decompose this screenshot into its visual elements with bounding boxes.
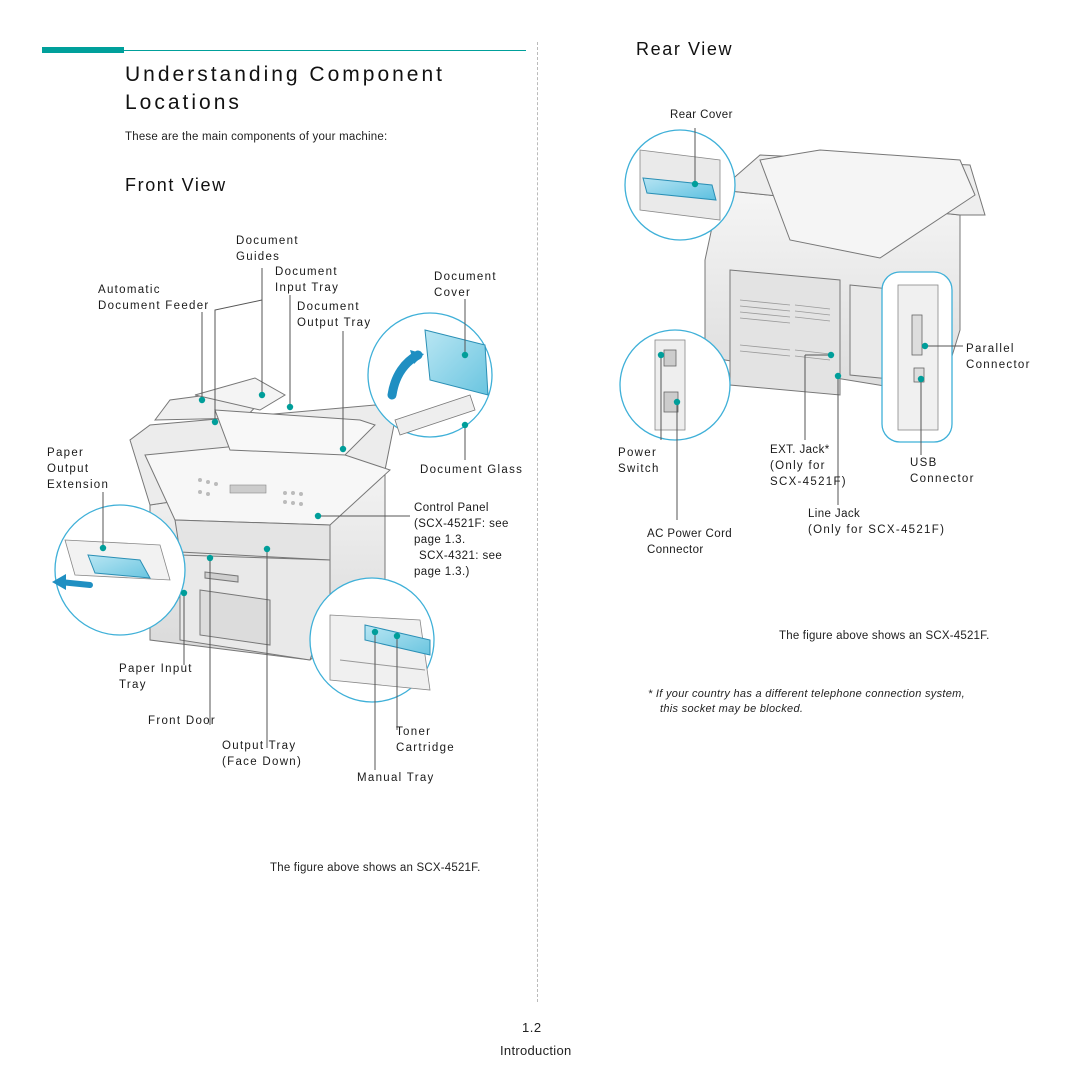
label-paper-ext-2: Output [47, 463, 90, 475]
label-document-guides-2: Guides [236, 251, 281, 263]
label-ext-jack-3: SCX-4521F) [770, 476, 847, 488]
front-view-caption: The figure above shows an SCX-4521F. [270, 862, 481, 874]
footer-section: Introduction [500, 1043, 572, 1058]
label-control-panel-3: page 1.3. [414, 534, 466, 546]
label-paper-input-1: Paper Input [119, 663, 193, 675]
footnote-line1: * If your country has a different telephone connection system, [648, 688, 965, 700]
label-control-panel-4: SCX-4321: see [419, 550, 503, 562]
label-paper-ext-3: Extension [47, 479, 110, 491]
label-input-tray-2: Input Tray [275, 282, 340, 294]
connector-detail [898, 285, 938, 430]
label-ext-jack-2: (Only for [770, 460, 826, 472]
label-control-panel-1: Control Panel [414, 502, 489, 514]
label-doc-output-tray-1: Document [297, 301, 360, 313]
label-automatic-feeder-2: Document Feeder [98, 300, 210, 312]
rear-cover-detail [640, 150, 720, 220]
label-control-panel-5: page 1.3.) [414, 566, 470, 578]
label-doc-cover-2: Cover [434, 287, 472, 299]
label-doc-glass: Document Glass [420, 464, 524, 476]
intro-text: These are the main components of your machine: [125, 131, 388, 143]
label-ac-power-1: AC Power Cord [647, 528, 733, 540]
label-control-panel-2: (SCX-4521F: see [414, 518, 509, 530]
front-view-heading: Front View [125, 175, 227, 195]
label-front-door: Front Door [148, 715, 216, 727]
label-line-jack-2: (Only for SCX-4521F) [808, 524, 946, 536]
label-doc-cover-1: Document [434, 271, 497, 283]
label-output-tray-2: (Face Down) [222, 756, 303, 768]
label-toner-1: Toner [396, 726, 432, 738]
label-ac-power-2: Connector [647, 544, 704, 556]
label-usb-2: Connector [910, 473, 975, 485]
label-paper-ext-1: Paper [47, 447, 85, 459]
label-parallel-1: Parallel [966, 343, 1015, 355]
label-parallel-2: Connector [966, 359, 1031, 371]
page-title-line2: Locations [125, 91, 242, 114]
label-toner-2: Cartridge [396, 742, 455, 754]
label-automatic-feeder-1: Automatic [98, 284, 161, 296]
label-doc-output-tray-2: Output Tray [297, 317, 372, 329]
label-power-switch-2: Switch [618, 463, 660, 475]
label-output-tray-1: Output Tray [222, 740, 297, 752]
label-rear-cover: Rear Cover [670, 109, 733, 121]
rear-view-caption: The figure above shows an SCX-4521F. [779, 630, 990, 642]
page-title-line1: Understanding Component [125, 63, 445, 86]
label-input-tray-1: Document [275, 266, 338, 278]
footnote-line2: this socket may be blocked. [660, 703, 804, 715]
label-manual-tray: Manual Tray [357, 772, 435, 784]
label-paper-input-2: Tray [119, 679, 147, 691]
front-view-illustration [0, 0, 540, 1000]
label-usb-1: USB [910, 457, 938, 469]
rear-view-heading: Rear View [636, 39, 734, 59]
page-number: 1.2 [522, 1020, 542, 1035]
label-document-guides-1: Document [236, 235, 299, 247]
toner-detail [330, 615, 430, 690]
label-power-switch-1: Power [618, 447, 658, 459]
label-line-jack-1: Line Jack [808, 508, 861, 520]
label-ext-jack-1: EXT. Jack* [770, 444, 830, 456]
